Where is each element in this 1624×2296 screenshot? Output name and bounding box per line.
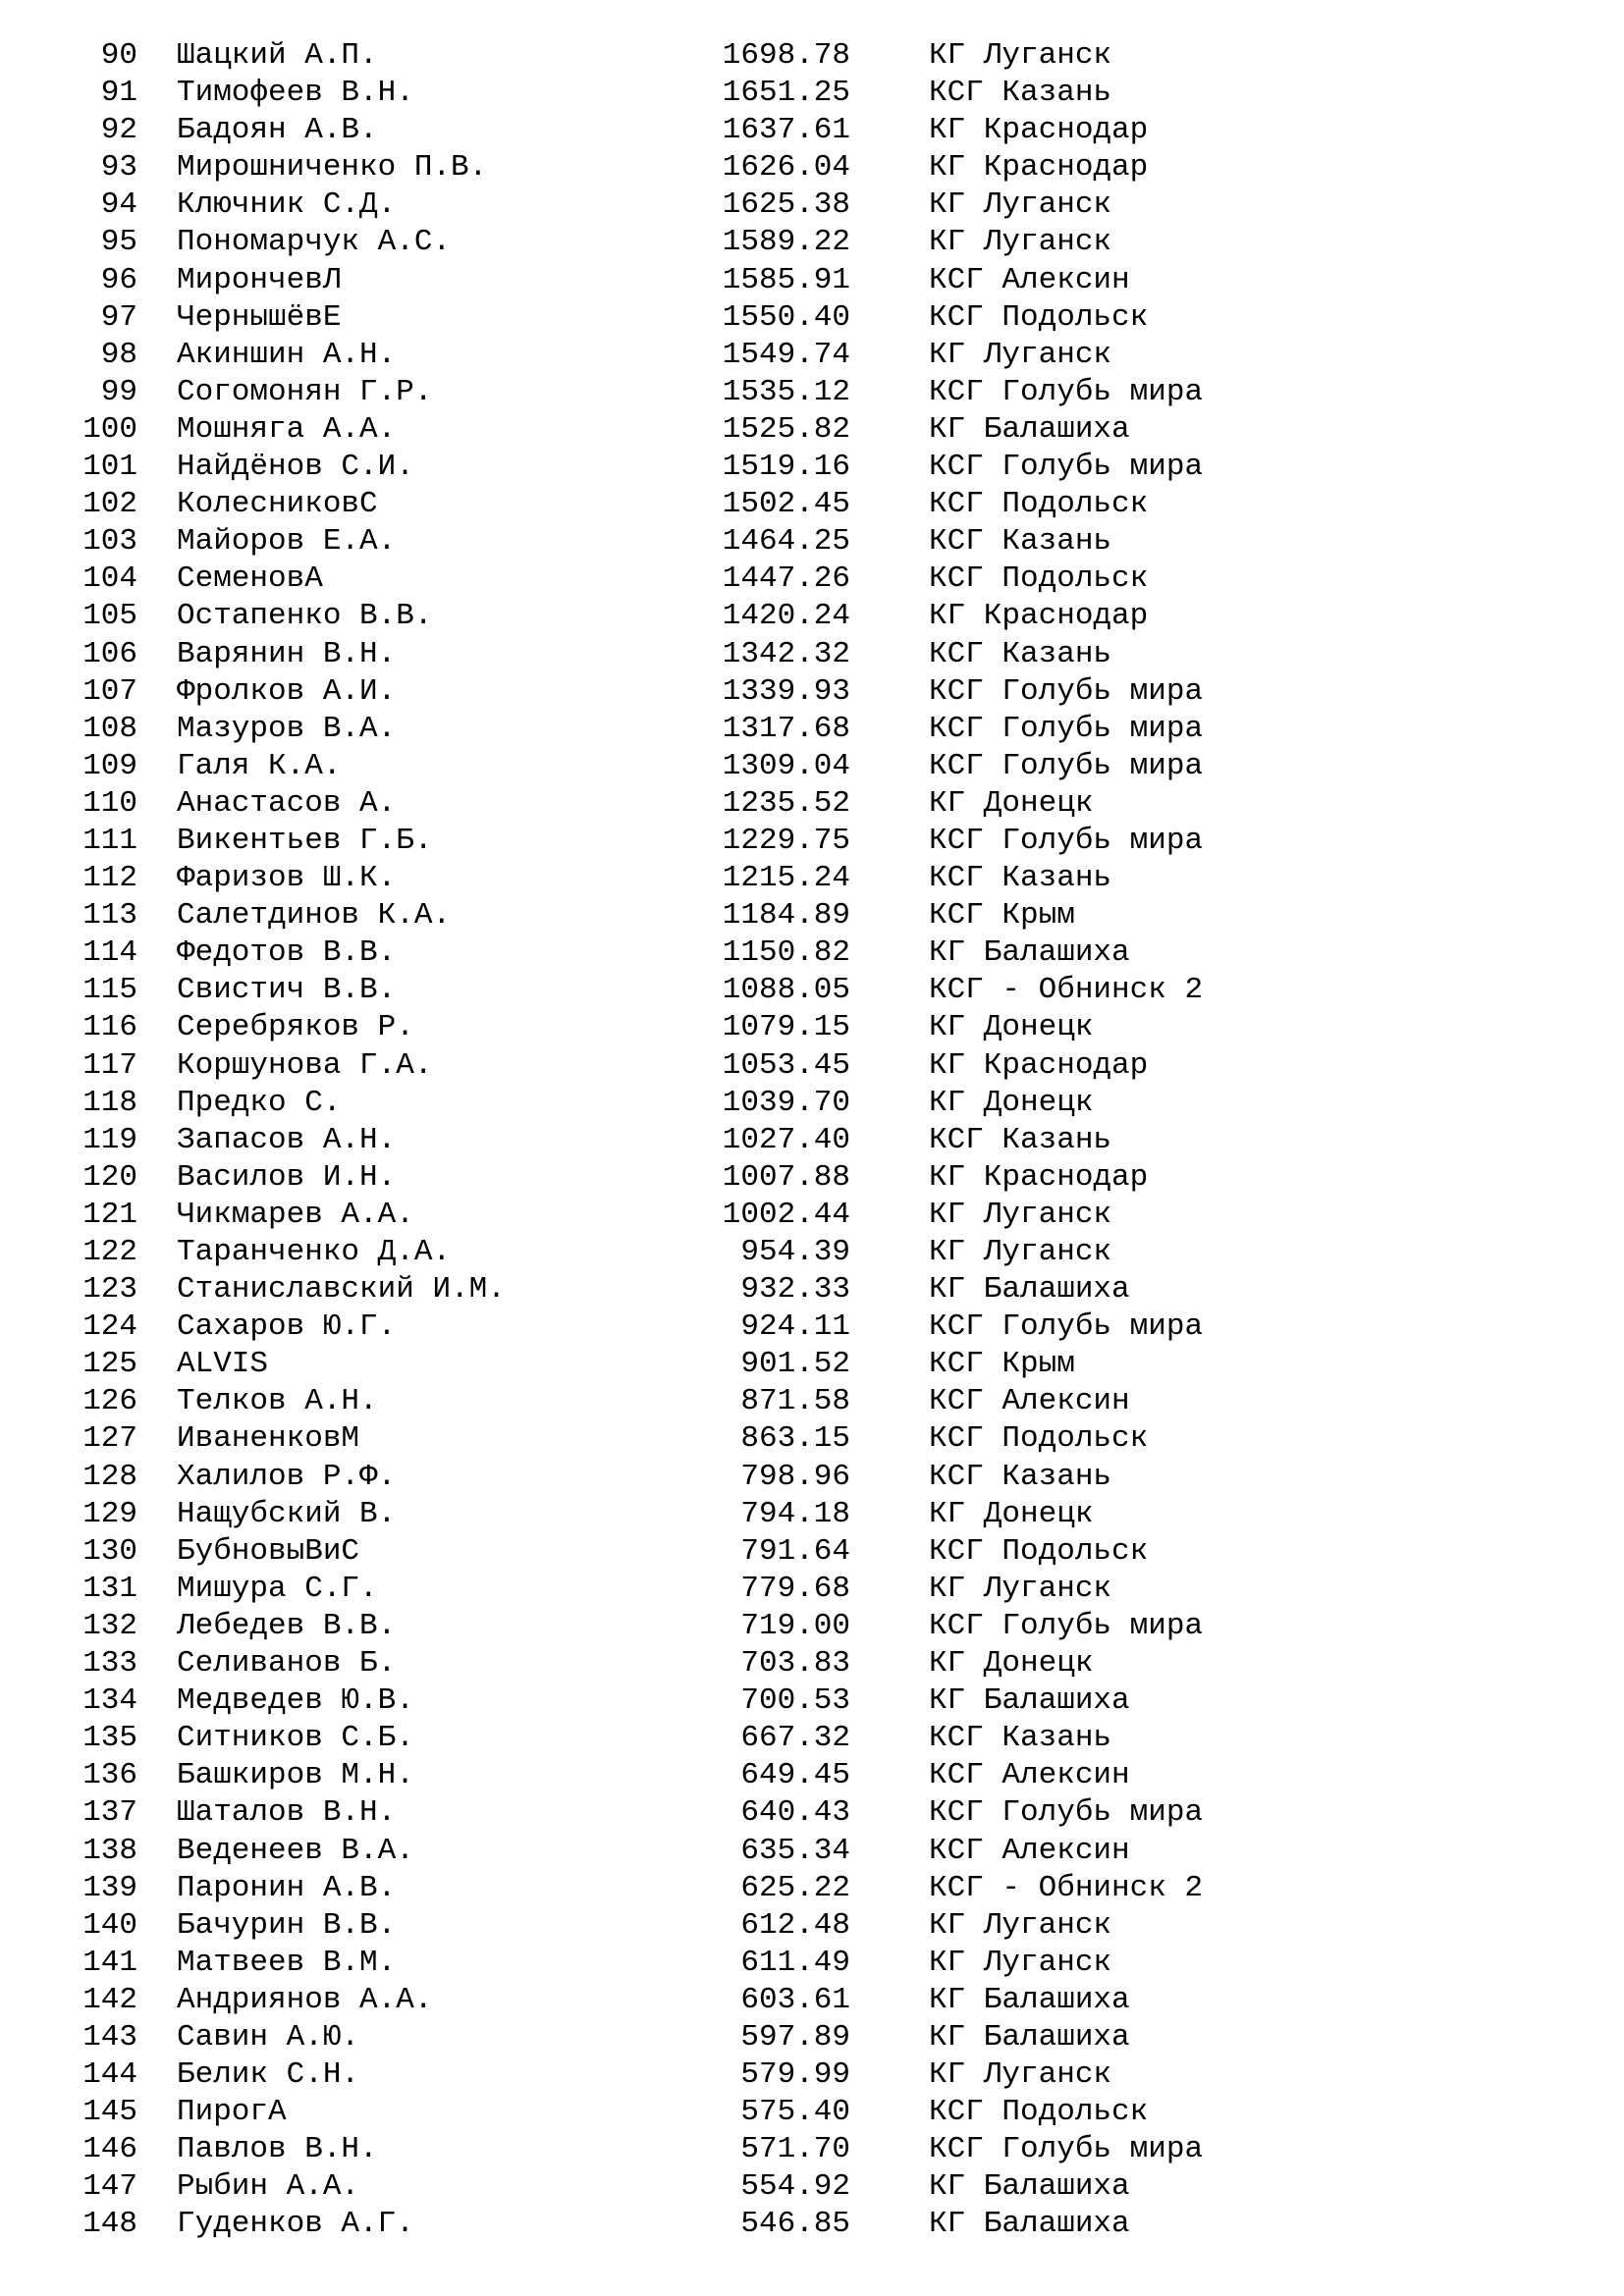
participant-name: Найдёнов С.И. (177, 450, 414, 485)
score-value: 1309.04 (722, 748, 850, 783)
rank-number: 112 (82, 861, 137, 896)
list-item (0, 711, 1624, 748)
list-item (0, 561, 1624, 598)
club-name: КСГ - Обнинск 2 (929, 1870, 1204, 1905)
list-item (0, 1459, 1624, 1496)
participant-name: Селиванов Б. (177, 1646, 397, 1682)
participant-name: ИваненковМ (177, 1421, 360, 1457)
score-value: 1342.32 (722, 636, 850, 671)
club-name: КСГ Подольск (929, 1533, 1149, 1569)
rank-number: 141 (82, 1945, 137, 1980)
score-value: 1637.61 (722, 113, 850, 148)
score-value: 863.15 (740, 1421, 850, 1457)
rank-number: 96 (100, 262, 137, 297)
score-value: 901.52 (740, 1347, 850, 1382)
club-name: КГ Балашиха (929, 2207, 1130, 2242)
list-item (0, 1085, 1624, 1122)
rank-number: 138 (82, 1833, 137, 1868)
club-name: КСГ Подольск (929, 299, 1149, 335)
list-item (0, 1159, 1624, 1197)
participant-name: Викентьев Г.Б. (177, 823, 433, 858)
rank-number: 94 (100, 187, 137, 223)
score-value: 932.33 (740, 1272, 850, 1308)
list-item (0, 187, 1624, 224)
score-value: 612.48 (740, 1907, 850, 1943)
rank-number: 103 (82, 524, 137, 560)
participant-name: Веденеев В.А. (177, 1833, 414, 1868)
rank-number: 110 (82, 785, 137, 821)
score-value: 798.96 (740, 1459, 850, 1494)
rank-number: 118 (82, 1085, 137, 1120)
club-name: КГ Краснодар (929, 1159, 1149, 1195)
club-name: КГ Краснодар (929, 113, 1149, 148)
rank-number: 115 (82, 973, 137, 1008)
score-value: 700.53 (740, 1683, 850, 1719)
participant-name: Пономарчук А.С. (177, 225, 452, 260)
score-value: 1007.88 (722, 1159, 850, 1195)
club-name: КСГ Подольск (929, 1421, 1149, 1457)
rank-number: 135 (82, 1721, 137, 1756)
score-value: 575.40 (740, 2095, 850, 2130)
rank-number: 148 (82, 2207, 137, 2242)
score-value: 611.49 (740, 1945, 850, 1980)
list-item (0, 785, 1624, 823)
club-name: КСГ Казань (929, 76, 1112, 111)
score-value: 791.64 (740, 1533, 850, 1569)
score-value: 1464.25 (722, 524, 850, 560)
list-item (0, 1197, 1624, 1234)
score-value: 1550.40 (722, 299, 850, 335)
list-item (0, 1794, 1624, 1832)
list-item (0, 1645, 1624, 1682)
score-value: 1027.40 (722, 1122, 850, 1157)
club-name: КСГ Подольск (929, 2095, 1149, 2130)
participant-name: Мирошниченко П.В. (177, 150, 488, 186)
list-item (0, 374, 1624, 411)
participant-name: Федотов В.В. (177, 935, 397, 971)
club-name: КГ Краснодар (929, 1047, 1149, 1083)
rank-number: 144 (82, 2057, 137, 2093)
rank-number: 114 (82, 935, 137, 971)
rank-number: 146 (82, 2132, 137, 2167)
score-value: 1519.16 (722, 450, 850, 485)
participant-name: Медведев Ю.В. (177, 1683, 414, 1719)
rank-number: 116 (82, 1010, 137, 1045)
rank-number: 104 (82, 561, 137, 597)
score-value: 1698.78 (722, 38, 850, 73)
rank-number: 128 (82, 1459, 137, 1494)
list-item (0, 2094, 1624, 2131)
score-value: 1625.38 (722, 187, 850, 223)
participant-name: Мазуров В.А. (177, 711, 397, 746)
list-item (0, 2131, 1624, 2168)
club-name: КГ Луганск (929, 337, 1112, 372)
list-item (0, 1870, 1624, 1907)
score-value: 794.18 (740, 1496, 850, 1531)
list-item (0, 449, 1624, 486)
score-value: 1502.45 (722, 487, 850, 522)
club-name: КГ Балашиха (929, 935, 1130, 971)
list-item (0, 2206, 1624, 2243)
club-name: КСГ - Обнинск 2 (929, 973, 1204, 1008)
club-name: КСГ Голубь мира (929, 1608, 1204, 1643)
club-name: КСГ Крым (929, 1347, 1075, 1382)
list-item (0, 299, 1624, 337)
club-name: КГ Луганск (929, 1197, 1112, 1232)
club-name: КСГ Голубь мира (929, 823, 1204, 858)
list-item (0, 934, 1624, 972)
list-item (0, 75, 1624, 112)
list-item (0, 2019, 1624, 2056)
list-item (0, 1682, 1624, 1720)
rank-number: 133 (82, 1646, 137, 1682)
score-value: 1053.45 (722, 1047, 850, 1083)
list-item (0, 1982, 1624, 2019)
rank-number: 122 (82, 1235, 137, 1269)
participant-name: Матвеев В.М. (177, 1945, 397, 1980)
rank-number: 131 (82, 1571, 137, 1606)
list-item (0, 1757, 1624, 1794)
list-item (0, 262, 1624, 299)
rank-number: 120 (82, 1159, 137, 1195)
score-value: 1184.89 (722, 898, 850, 934)
rank-number: 117 (82, 1047, 137, 1083)
club-name: КСГ Голубь мира (929, 1795, 1204, 1831)
list-item (0, 1308, 1624, 1346)
club-name: КГ Балашиха (929, 411, 1130, 447)
participant-name: Бадоян А.В. (177, 113, 378, 148)
score-value: 603.61 (740, 1982, 850, 2017)
club-name: КСГ Голубь мира (929, 748, 1204, 783)
rank-number: 97 (100, 299, 137, 335)
score-value: 546.85 (740, 2207, 850, 2242)
rank-number: 102 (82, 487, 137, 522)
participant-name: Чикмарев А.А. (177, 1197, 414, 1232)
club-name: КСГ Голубь мира (929, 374, 1204, 409)
participant-name: МирончевЛ (177, 262, 342, 297)
list-item (0, 2168, 1624, 2206)
list-item (0, 897, 1624, 934)
club-name: КСГ Казань (929, 524, 1112, 560)
participant-name: Савин А.Ю. (177, 2019, 360, 2055)
club-name: КСГ Алексин (929, 1384, 1130, 1419)
participant-name: Галя К.А. (177, 748, 342, 783)
participant-name: Халилов Р.Ф. (177, 1459, 397, 1494)
rank-number: 93 (100, 150, 137, 186)
score-value: 1215.24 (722, 861, 850, 896)
club-name: КСГ Алексин (929, 262, 1130, 297)
club-name: КГ Краснодар (929, 599, 1149, 634)
score-value: 1535.12 (722, 374, 850, 409)
score-value: 1549.74 (722, 337, 850, 372)
club-name: КГ Балашиха (929, 2019, 1130, 2055)
score-value: 597.89 (740, 2019, 850, 2055)
rank-number: 107 (82, 673, 137, 709)
participant-name: Бачурин В.В. (177, 1907, 397, 1943)
club-name: КСГ Крым (929, 898, 1075, 934)
participant-name: ALVIS (177, 1347, 269, 1382)
participant-name: Телков А.Н. (177, 1384, 378, 1419)
score-value: 1039.70 (722, 1085, 850, 1120)
rank-number: 109 (82, 748, 137, 783)
club-name: КСГ Голубь мира (929, 673, 1204, 709)
participant-name: Шаталов В.Н. (177, 1795, 397, 1831)
participant-name: Тимофеев В.Н. (177, 76, 414, 111)
participant-name: Мишура С.Г. (177, 1571, 378, 1606)
list-item (0, 748, 1624, 785)
club-name: КСГ Голубь мира (929, 450, 1204, 485)
score-value: 1651.25 (722, 76, 850, 111)
rank-number: 143 (82, 2019, 137, 2055)
score-value: 554.92 (740, 2169, 850, 2205)
list-item (0, 1047, 1624, 1085)
score-value: 1229.75 (722, 823, 850, 858)
list-item (0, 1496, 1624, 1533)
rank-number: 124 (82, 1309, 137, 1345)
club-name: КГ Луганск (929, 225, 1112, 260)
club-name: КГ Балашиха (929, 1272, 1130, 1308)
participant-name: Гуденков А.Г. (177, 2207, 414, 2242)
club-name: КСГ Казань (929, 1721, 1112, 1756)
club-name: КСГ Казань (929, 1122, 1112, 1157)
score-value: 1002.44 (722, 1197, 850, 1232)
score-value: 1585.91 (722, 262, 850, 297)
score-value: 924.11 (740, 1309, 850, 1345)
score-value: 571.70 (740, 2132, 850, 2167)
rank-number: 134 (82, 1683, 137, 1719)
rank-number: 91 (100, 76, 137, 111)
score-value: 1150.82 (722, 935, 850, 971)
score-value: 1420.24 (722, 599, 850, 634)
rank-number: 126 (82, 1384, 137, 1419)
participant-name: Ситников С.Б. (177, 1721, 414, 1756)
list-item (0, 1571, 1624, 1608)
participant-name: Майоров Е.А. (177, 524, 397, 560)
score-value: 635.34 (740, 1833, 850, 1868)
participant-name: Фролков А.И. (177, 673, 397, 709)
club-name: КГ Луганск (929, 187, 1112, 223)
club-name: КСГ Подольск (929, 487, 1149, 522)
list-item (0, 112, 1624, 149)
score-value: 579.99 (740, 2057, 850, 2093)
club-name: КСГ Голубь мира (929, 2132, 1204, 2167)
club-name: КГ Луганск (929, 1235, 1112, 1269)
list-item (0, 1720, 1624, 1757)
rank-number: 136 (82, 1758, 137, 1793)
rank-number: 129 (82, 1496, 137, 1531)
score-value: 1589.22 (722, 225, 850, 260)
club-name: КСГ Алексин (929, 1758, 1130, 1793)
club-name: КСГ Казань (929, 1459, 1112, 1494)
rank-number: 125 (82, 1347, 137, 1382)
score-value: 703.83 (740, 1646, 850, 1682)
participant-name: Башкиров М.Н. (177, 1758, 414, 1793)
list-item (0, 673, 1624, 711)
participant-name: Таранченко Д.А. (177, 1235, 452, 1269)
club-name: КГ Луганск (929, 1945, 1112, 1980)
list-item (0, 149, 1624, 187)
score-value: 649.45 (740, 1758, 850, 1793)
rank-number: 98 (100, 337, 137, 372)
participant-name: ЧернышёвЕ (177, 299, 342, 335)
list-item (0, 1608, 1624, 1645)
club-name: КСГ Голубь мира (929, 711, 1204, 746)
participant-name: Андриянов А.А. (177, 1982, 433, 2017)
score-value: 1447.26 (722, 561, 850, 597)
list-item (0, 1533, 1624, 1571)
rank-number: 105 (82, 599, 137, 634)
list-item (0, 1907, 1624, 1945)
list-item (0, 1833, 1624, 1870)
score-value: 1525.82 (722, 411, 850, 447)
score-value: 1339.93 (722, 673, 850, 709)
rank-number: 121 (82, 1197, 137, 1232)
rank-number: 95 (100, 225, 137, 260)
rank-number: 142 (82, 1982, 137, 2017)
club-name: КГ Донецк (929, 1646, 1094, 1682)
list-item (0, 1271, 1624, 1308)
participant-name: Сахаров Ю.Г. (177, 1309, 397, 1345)
participant-name: Акиншин А.Н. (177, 337, 397, 372)
participant-name: Павлов В.Н. (177, 2132, 378, 2167)
club-name: КГ Донецк (929, 1496, 1094, 1531)
rank-number: 119 (82, 1122, 137, 1157)
list-item (0, 2056, 1624, 2094)
score-value: 719.00 (740, 1608, 850, 1643)
participant-name: Рыбин А.А. (177, 2169, 360, 2205)
rank-number: 123 (82, 1272, 137, 1308)
club-name: КГ Краснодар (929, 150, 1149, 186)
rank-number: 101 (82, 450, 137, 485)
club-name: КГ Луганск (929, 1907, 1112, 1943)
list-item (0, 1122, 1624, 1159)
club-name: КГ Балашиха (929, 1982, 1130, 2017)
score-value: 1317.68 (722, 711, 850, 746)
participant-name: Мошняга А.А. (177, 411, 397, 447)
club-name: КСГ Казань (929, 636, 1112, 671)
participant-name: Серебряков Р. (177, 1010, 414, 1045)
list-item (0, 486, 1624, 523)
list-item (0, 598, 1624, 635)
rank-number: 147 (82, 2169, 137, 2205)
participant-name: Коршунова Г.А. (177, 1047, 433, 1083)
participant-name: КолесниковС (177, 487, 378, 522)
score-value: 779.68 (740, 1571, 850, 1606)
participant-name: БубновыВиС (177, 1533, 360, 1569)
participant-name: СеменовА (177, 561, 323, 597)
score-value: 1235.52 (722, 785, 850, 821)
list-item (0, 860, 1624, 897)
club-name: КГ Луганск (929, 1571, 1112, 1606)
rank-number: 92 (100, 113, 137, 148)
score-value: 1088.05 (722, 973, 850, 1008)
participant-name: Ключник С.Д. (177, 187, 397, 223)
list-item (0, 37, 1624, 75)
participant-name: Нащубский В. (177, 1496, 397, 1531)
club-name: КГ Луганск (929, 38, 1112, 73)
rank-number: 130 (82, 1533, 137, 1569)
list-item (0, 636, 1624, 673)
score-value: 640.43 (740, 1795, 850, 1831)
rank-number: 99 (100, 374, 137, 409)
list-item (0, 523, 1624, 561)
rank-number: 127 (82, 1421, 137, 1457)
list-item (0, 1383, 1624, 1420)
rank-number: 145 (82, 2095, 137, 2130)
score-value: 1626.04 (722, 150, 850, 186)
rank-number: 90 (100, 38, 137, 73)
score-value: 1079.15 (722, 1010, 850, 1045)
participant-name: Фаризов Ш.К. (177, 861, 397, 896)
score-value: 625.22 (740, 1870, 850, 1905)
club-name: КСГ Алексин (929, 1833, 1130, 1868)
participant-name: Остапенко В.В. (177, 599, 433, 634)
list-item (0, 1234, 1624, 1271)
club-name: КГ Донецк (929, 1085, 1094, 1120)
club-name: КГ Донецк (929, 785, 1094, 821)
participant-name: Шацкий А.П. (177, 38, 378, 73)
list-item (0, 1009, 1624, 1046)
participant-name: Варянин В.Н. (177, 636, 397, 671)
score-value: 667.32 (740, 1721, 850, 1756)
participant-name: Белик С.Н. (177, 2057, 360, 2093)
participant-name: ПирогА (177, 2095, 287, 2130)
rank-number: 111 (82, 823, 137, 858)
participant-name: Согомонян Г.Р. (177, 374, 433, 409)
participant-name: Лебедев В.В. (177, 1608, 397, 1643)
participant-name: Анастасов А. (177, 785, 397, 821)
list-item (0, 337, 1624, 374)
score-value: 871.58 (740, 1384, 850, 1419)
participant-name: Свистич В.В. (177, 973, 397, 1008)
list-item (0, 1420, 1624, 1458)
club-name: КСГ Голубь мира (929, 1309, 1204, 1345)
rank-number: 137 (82, 1795, 137, 1831)
rank-number: 132 (82, 1608, 137, 1643)
list-item (0, 972, 1624, 1009)
participant-name: Василов И.Н. (177, 1159, 397, 1195)
rank-number: 113 (82, 898, 137, 934)
club-name: КГ Луганск (929, 2057, 1112, 2093)
rank-number: 140 (82, 1907, 137, 1943)
score-value: 954.39 (740, 1235, 850, 1269)
results-list (0, 37, 1624, 2244)
participant-name: Паронин А.В. (177, 1870, 397, 1905)
list-item (0, 1945, 1624, 1982)
club-name: КСГ Казань (929, 861, 1112, 896)
participant-name: Запасов А.Н. (177, 1122, 397, 1157)
club-name: КГ Балашиха (929, 2169, 1130, 2205)
club-name: КГ Балашиха (929, 1683, 1130, 1719)
list-item (0, 411, 1624, 449)
club-name: КСГ Подольск (929, 561, 1149, 597)
list-item (0, 1346, 1624, 1383)
rank-number: 100 (82, 411, 137, 447)
rank-number: 108 (82, 711, 137, 746)
participant-name: Салетдинов К.А. (177, 898, 452, 934)
list-item (0, 224, 1624, 261)
participant-name: Станиславский И.М. (177, 1272, 506, 1308)
club-name: КГ Донецк (929, 1010, 1094, 1045)
rank-number: 106 (82, 636, 137, 671)
list-item (0, 823, 1624, 860)
participant-name: Предко С. (177, 1085, 342, 1120)
rank-number: 139 (82, 1870, 137, 1905)
